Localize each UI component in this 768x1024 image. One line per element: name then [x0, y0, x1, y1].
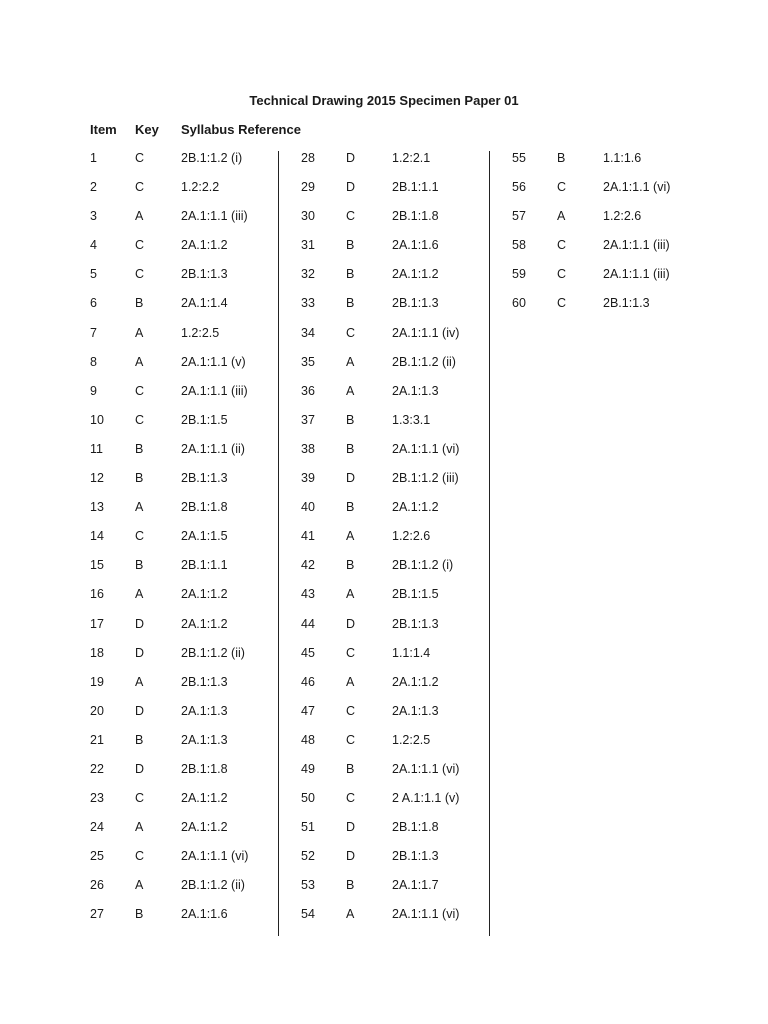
- item-number: 47: [301, 703, 315, 718]
- answer-key: B: [135, 471, 144, 486]
- item-number: 49: [301, 761, 315, 776]
- syllabus-reference: 2A.1:1.6: [181, 907, 228, 922]
- item-number: 3: [90, 209, 97, 224]
- syllabus-reference: 2A.1:1.2: [181, 587, 228, 602]
- answer-key: D: [135, 616, 145, 631]
- syllabus-reference: 1.2:2.6: [603, 209, 642, 224]
- item-number: 28: [301, 151, 315, 165]
- item-number: 53: [301, 878, 315, 893]
- item-number: 9: [90, 383, 97, 398]
- answer-key: B: [557, 151, 566, 165]
- syllabus-reference: 2B.1:1.8: [181, 500, 228, 515]
- item-number: 51: [301, 820, 315, 835]
- answer-key: B: [346, 878, 355, 893]
- answer-key: C: [346, 645, 356, 660]
- item-number: 56: [512, 180, 526, 195]
- answer-key: A: [557, 209, 566, 224]
- item-number: 33: [301, 296, 315, 311]
- answer-key: B: [346, 238, 355, 253]
- answer-key: D: [346, 849, 356, 864]
- syllabus-reference: 2B.1:1.1: [181, 558, 228, 573]
- syllabus-reference: 2A.1:1.3: [392, 383, 439, 398]
- syllabus-reference: 2B.1:1.2 (ii): [392, 354, 456, 369]
- syllabus-reference: 2B.1:1.3: [181, 674, 228, 689]
- answer-key: B: [135, 907, 144, 922]
- item-number: 30: [301, 209, 315, 224]
- syllabus-reference: 2A.1:1.2: [181, 820, 228, 835]
- syllabus-reference: 2A.1:1.3: [181, 732, 228, 747]
- answer-key: D: [346, 616, 356, 631]
- syllabus-reference: 2A.1:1.1 (vi): [181, 849, 249, 864]
- answer-key: A: [346, 907, 355, 922]
- answer-key: A: [135, 354, 144, 369]
- answer-key: B: [135, 296, 144, 311]
- item-number: 18: [90, 645, 104, 660]
- syllabus-reference: 2A.1:1.5: [181, 529, 228, 544]
- syllabus-reference: 2B.1:1.8: [181, 761, 228, 776]
- syllabus-reference: 2B.1:1.3: [181, 267, 228, 282]
- answer-key: C: [346, 791, 356, 806]
- item-number: 19: [90, 674, 104, 689]
- item-number: 24: [90, 820, 104, 835]
- syllabus-reference: 2A.1:1.2: [181, 238, 228, 253]
- item-number: 26: [90, 878, 104, 893]
- answer-key: C: [557, 180, 567, 195]
- syllabus-reference: 2B.1:1.2 (ii): [181, 878, 245, 893]
- syllabus-reference: 1.2:2.6: [392, 529, 431, 544]
- item-number: 1: [90, 151, 97, 165]
- answer-key: C: [557, 267, 567, 282]
- answer-key: A: [346, 354, 355, 369]
- document-title: Technical Drawing 2015 Specimen Paper 01: [249, 93, 519, 108]
- answer-key: D: [346, 820, 356, 835]
- answer-key: B: [346, 412, 355, 427]
- answer-key: C: [557, 238, 567, 253]
- item-number: 32: [301, 267, 315, 282]
- syllabus-reference: 1.1:1.6: [603, 151, 642, 165]
- syllabus-reference: 2B.1:1.3: [392, 296, 439, 311]
- item-number: 59: [512, 267, 526, 282]
- answer-key: D: [135, 703, 145, 718]
- syllabus-reference: 1.2:2.5: [392, 732, 431, 747]
- answer-key: B: [346, 296, 355, 311]
- item-number: 16: [90, 587, 104, 602]
- item-number: 55: [512, 151, 526, 165]
- answer-key: A: [135, 209, 144, 224]
- answer-key: A: [346, 529, 355, 544]
- answer-key: A: [135, 325, 144, 340]
- answer-key: C: [346, 209, 356, 224]
- answer-key: B: [135, 732, 144, 747]
- syllabus-reference: 2B.1:1.8: [392, 820, 439, 835]
- syllabus-reference: 2A.1:1.3: [392, 703, 439, 718]
- syllabus-reference: 2A.1:1.2: [392, 674, 439, 689]
- item-number: 8: [90, 354, 97, 369]
- answer-key: B: [346, 500, 355, 515]
- item-number: 4: [90, 238, 97, 253]
- item-number: 31: [301, 238, 315, 253]
- syllabus-reference: 1.2:2.2: [181, 180, 220, 195]
- syllabus-reference: 2A.1:1.1 (vi): [392, 907, 460, 922]
- answer-key: C: [135, 180, 145, 195]
- item-number: 29: [301, 180, 315, 195]
- syllabus-reference-column-header: Syllabus Reference: [181, 122, 301, 137]
- syllabus-reference: 2A.1:1.1 (iii): [603, 267, 670, 282]
- item-number: 17: [90, 616, 104, 631]
- answer-key: A: [346, 674, 355, 689]
- answer-key: C: [135, 267, 145, 282]
- syllabus-reference: 2A.1:1.6: [392, 238, 439, 253]
- syllabus-reference: 2A.1:1.1 (iii): [603, 238, 670, 253]
- answer-key: A: [135, 587, 144, 602]
- syllabus-reference: 1.2:2.5: [181, 325, 220, 340]
- item-number: 7: [90, 325, 97, 340]
- syllabus-reference: 2A.1:1.1 (v): [181, 354, 246, 369]
- answer-key: A: [135, 820, 144, 835]
- syllabus-reference: 2 A.1:1.1 (v): [392, 791, 460, 806]
- answer-key: D: [346, 151, 356, 165]
- syllabus-reference: 2B.1:1.8: [392, 209, 439, 224]
- item-number: 34: [301, 325, 315, 340]
- syllabus-reference: 2B.1:1.5: [392, 587, 439, 602]
- answer-key: C: [346, 732, 356, 747]
- column-divider-2: [489, 151, 490, 936]
- item-number: 14: [90, 529, 104, 544]
- answer-key: A: [135, 878, 144, 893]
- item-number: 45: [301, 645, 315, 660]
- item-number: 15: [90, 558, 104, 573]
- item-number: 11: [90, 441, 103, 456]
- item-number: 42: [301, 558, 315, 573]
- syllabus-reference: 1.2:2.1: [392, 151, 431, 165]
- answer-key: A: [346, 383, 355, 398]
- answer-key: D: [346, 471, 356, 486]
- item-number: 23: [90, 791, 104, 806]
- syllabus-reference: 2B.1:1.3: [392, 849, 439, 864]
- item-number: 40: [301, 500, 315, 515]
- syllabus-reference: 2A.1:1.2: [392, 500, 439, 515]
- item-column-header: Item: [90, 122, 117, 137]
- column-divider-1: [278, 151, 279, 936]
- answer-key: C: [346, 325, 356, 340]
- answer-key: C: [346, 703, 356, 718]
- answer-key: A: [346, 587, 355, 602]
- syllabus-reference: 2B.1:1.1: [392, 180, 439, 195]
- syllabus-reference: 2A.1:1.2: [392, 267, 439, 282]
- answer-key: B: [346, 267, 355, 282]
- syllabus-reference: 1.1:1.4: [392, 645, 431, 660]
- answer-key: C: [135, 383, 145, 398]
- syllabus-reference: 2B.1:1.2 (i): [392, 558, 454, 573]
- answer-key: C: [135, 849, 145, 864]
- item-number: 35: [301, 354, 315, 369]
- answer-key: D: [135, 645, 145, 660]
- syllabus-reference: 2A.1:1.1 (iv): [392, 325, 460, 340]
- answer-key: C: [557, 296, 567, 311]
- syllabus-reference: 2B.1:1.2 (iii): [392, 471, 459, 486]
- item-number: 37: [301, 412, 315, 427]
- answer-key: B: [135, 558, 144, 573]
- item-number: 58: [512, 238, 526, 253]
- syllabus-reference: 2A.1:1.1 (vi): [392, 441, 460, 456]
- syllabus-reference: 1.3:3.1: [392, 412, 431, 427]
- syllabus-reference: 2A.1:1.1 (iii): [181, 209, 248, 224]
- item-number: 2: [90, 180, 97, 195]
- item-number: 43: [301, 587, 315, 602]
- syllabus-reference: 2A.1:1.1 (vi): [603, 180, 671, 195]
- item-number: 22: [90, 761, 104, 776]
- item-number: 27: [90, 907, 104, 922]
- answer-key: B: [346, 441, 355, 456]
- syllabus-reference: 2A.1:1.2: [181, 791, 228, 806]
- answer-key: C: [135, 529, 145, 544]
- item-number: 25: [90, 849, 104, 864]
- item-number: 21: [90, 732, 104, 747]
- item-number: 54: [301, 907, 315, 922]
- answer-key: D: [135, 761, 145, 776]
- syllabus-reference: 2A.1:1.7: [392, 878, 439, 893]
- item-number: 50: [301, 791, 315, 806]
- answer-key: A: [135, 674, 144, 689]
- answer-key: D: [346, 180, 356, 195]
- item-number: 13: [90, 500, 104, 515]
- item-number: 57: [512, 209, 526, 224]
- answer-key: C: [135, 791, 145, 806]
- item-number: 52: [301, 849, 315, 864]
- item-number: 6: [90, 296, 97, 311]
- item-number: 60: [512, 296, 526, 311]
- syllabus-reference: 2B.1:1.3: [603, 296, 650, 311]
- syllabus-reference: 2A.1:1.1 (iii): [181, 383, 248, 398]
- item-number: 12: [90, 471, 104, 486]
- syllabus-reference: 2A.1:1.1 (vi): [392, 761, 460, 776]
- item-number: 46: [301, 674, 315, 689]
- answer-key: A: [135, 500, 144, 515]
- syllabus-reference: 2B.1:1.5: [181, 412, 228, 427]
- item-number: 5: [90, 267, 97, 282]
- syllabus-reference: 2B.1:1.3: [392, 616, 439, 631]
- item-number: 48: [301, 732, 315, 747]
- syllabus-reference: 2A.1:1.2: [181, 616, 228, 631]
- item-number: 44: [301, 616, 315, 631]
- item-number: 41: [301, 529, 315, 544]
- answer-key: B: [346, 761, 355, 776]
- syllabus-reference: 2A.1:1.4: [181, 296, 228, 311]
- answer-key: B: [135, 441, 144, 456]
- answer-key: C: [135, 151, 145, 165]
- syllabus-reference: 2B.1:1.2 (i): [181, 151, 243, 165]
- item-number: 10: [90, 412, 104, 427]
- syllabus-reference: 2A.1:1.3: [181, 703, 228, 718]
- answer-key: B: [346, 558, 355, 573]
- item-number: 20: [90, 703, 104, 718]
- syllabus-reference: 2B.1:1.2 (ii): [181, 645, 245, 660]
- key-column-header: Key: [135, 122, 159, 137]
- item-number: 39: [301, 471, 315, 486]
- syllabus-reference: 2B.1:1.3: [181, 471, 228, 486]
- answer-key: C: [135, 238, 145, 253]
- syllabus-reference: 2A.1:1.1 (ii): [181, 441, 245, 456]
- answer-key: C: [135, 412, 145, 427]
- item-number: 38: [301, 441, 315, 456]
- item-number: 36: [301, 383, 315, 398]
